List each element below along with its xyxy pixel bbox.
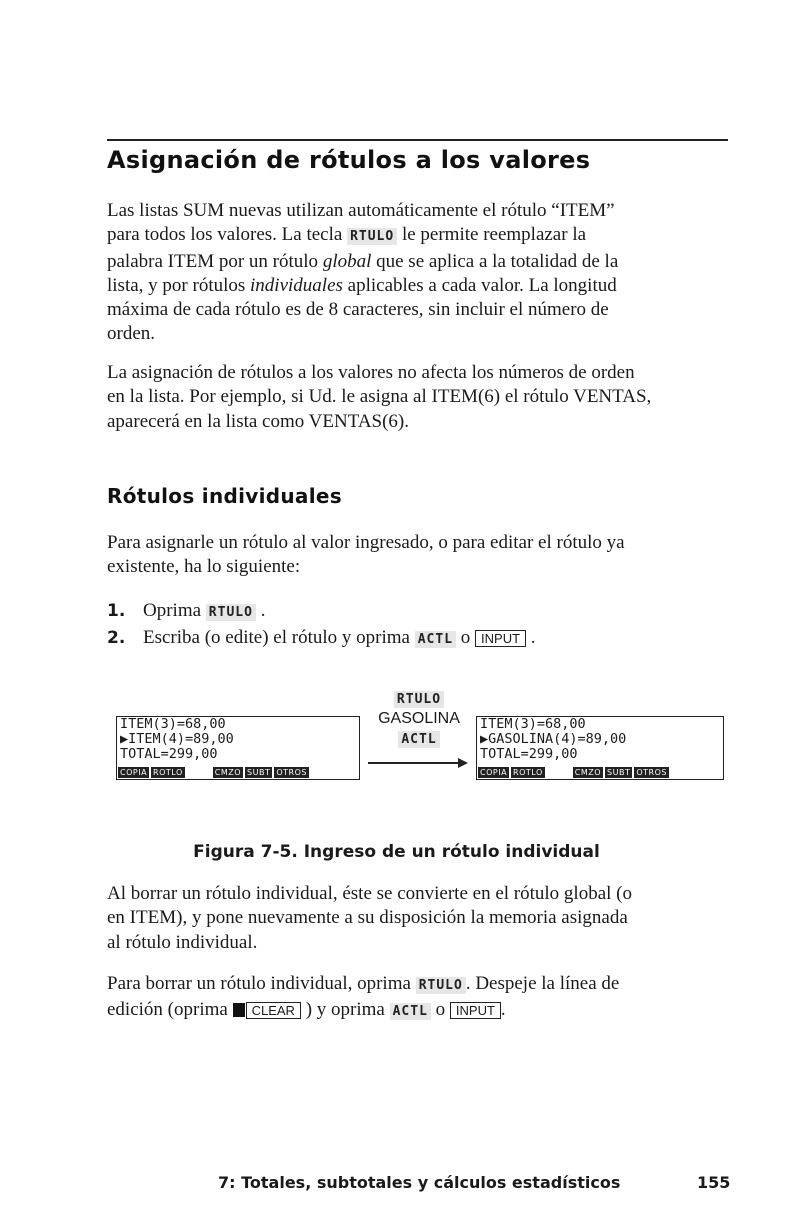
input-key: INPUT bbox=[450, 1002, 501, 1019]
paragraph-clear: Para borrar un rótulo individual, oprima RTULO . Despeje la línea de edición (oprima CLEAR ) y oprima ACTL o INPUT . bbox=[107, 973, 620, 1021]
paragraph-intro: Las listas SUM nuevas utilizan automáticamente el rótulo “ITEM” para todos los valores. La tecla RTULO le permite reemplazar la palabra ITEM por un rótulo global que se aplica a la totalidad de la lista, y por rótulos individuales aplicables a cada valor. La longitud máxima de cada rótulo es de 8 caracteres, sin incluir el número de orden. bbox=[107, 200, 619, 345]
rtulo-key: RTULO bbox=[416, 977, 466, 994]
clear-key: CLEAR bbox=[246, 1002, 301, 1019]
typed-label: GASOLINA bbox=[378, 710, 460, 727]
shift-key-icon bbox=[233, 1003, 245, 1017]
page-number: 155 bbox=[697, 1173, 731, 1192]
softkey-menu: COPIA ROTLO CMZO SUBT OTROS bbox=[480, 768, 667, 777]
paragraph-order: La asignación de rótulos a los valores no afecta los números de orden en la lista. Por ejemplo, si Ud. le asigna al ITEM(6) el rótulo VENTAS, aparecerá en la lista como VENTAS(6). bbox=[107, 362, 652, 432]
actl-key: ACTL bbox=[415, 631, 456, 648]
paragraph-instructions: Para asignarle un rótulo al valor ingresado, o para editar el rótulo ya existente, ha lo siguiente: bbox=[107, 532, 625, 578]
footer-chapter: 7: Totales, subtotales y cálculos estadísticos bbox=[218, 1173, 621, 1192]
section-heading: Asignación de rótulos a los valores bbox=[107, 146, 591, 174]
subsection-heading: Rótulos individuales bbox=[107, 484, 342, 508]
actl-key: ACTL bbox=[390, 1003, 431, 1020]
softkey-menu: COPIA ROTLO CMZO SUBT OTROS bbox=[120, 768, 307, 777]
step-1: 1. Oprima RTULO . bbox=[107, 600, 266, 621]
input-key: INPUT bbox=[475, 630, 526, 647]
rtulo-key: RTULO bbox=[347, 228, 397, 245]
header-rule bbox=[107, 139, 728, 141]
calculator-screen-after: ITEM(3)=68,00 ▶GASOLINA(4)=89,00 TOTAL=299,00 COPIA ROTLO CMZO SUBT OTROS bbox=[476, 716, 724, 780]
rtulo-key: RTULO bbox=[206, 604, 256, 621]
paragraph-delete: Al borrar un rótulo individual, éste se convierte en el rótulo global (o en ITEM), y pone nuevamente a su disposición la memoria asignada al rótulo individual. bbox=[107, 883, 632, 953]
rtulo-key: RTULO bbox=[394, 691, 444, 708]
figure-transition bbox=[367, 690, 471, 748]
figure-caption: Figura 7-5. Ingreso de un rótulo individual bbox=[193, 842, 600, 862]
calculator-screen-before: ITEM(3)=68,00 ▶ITEM(4)=89,00 TOTAL=299,00 COPIA ROTLO CMZO SUBT OTROS bbox=[116, 716, 360, 780]
right-arrow-icon bbox=[368, 762, 466, 764]
actl-key: ACTL bbox=[398, 731, 439, 748]
step-2: 2. Escriba (o edite) el rótulo y oprima ACTL o INPUT . bbox=[107, 627, 536, 648]
